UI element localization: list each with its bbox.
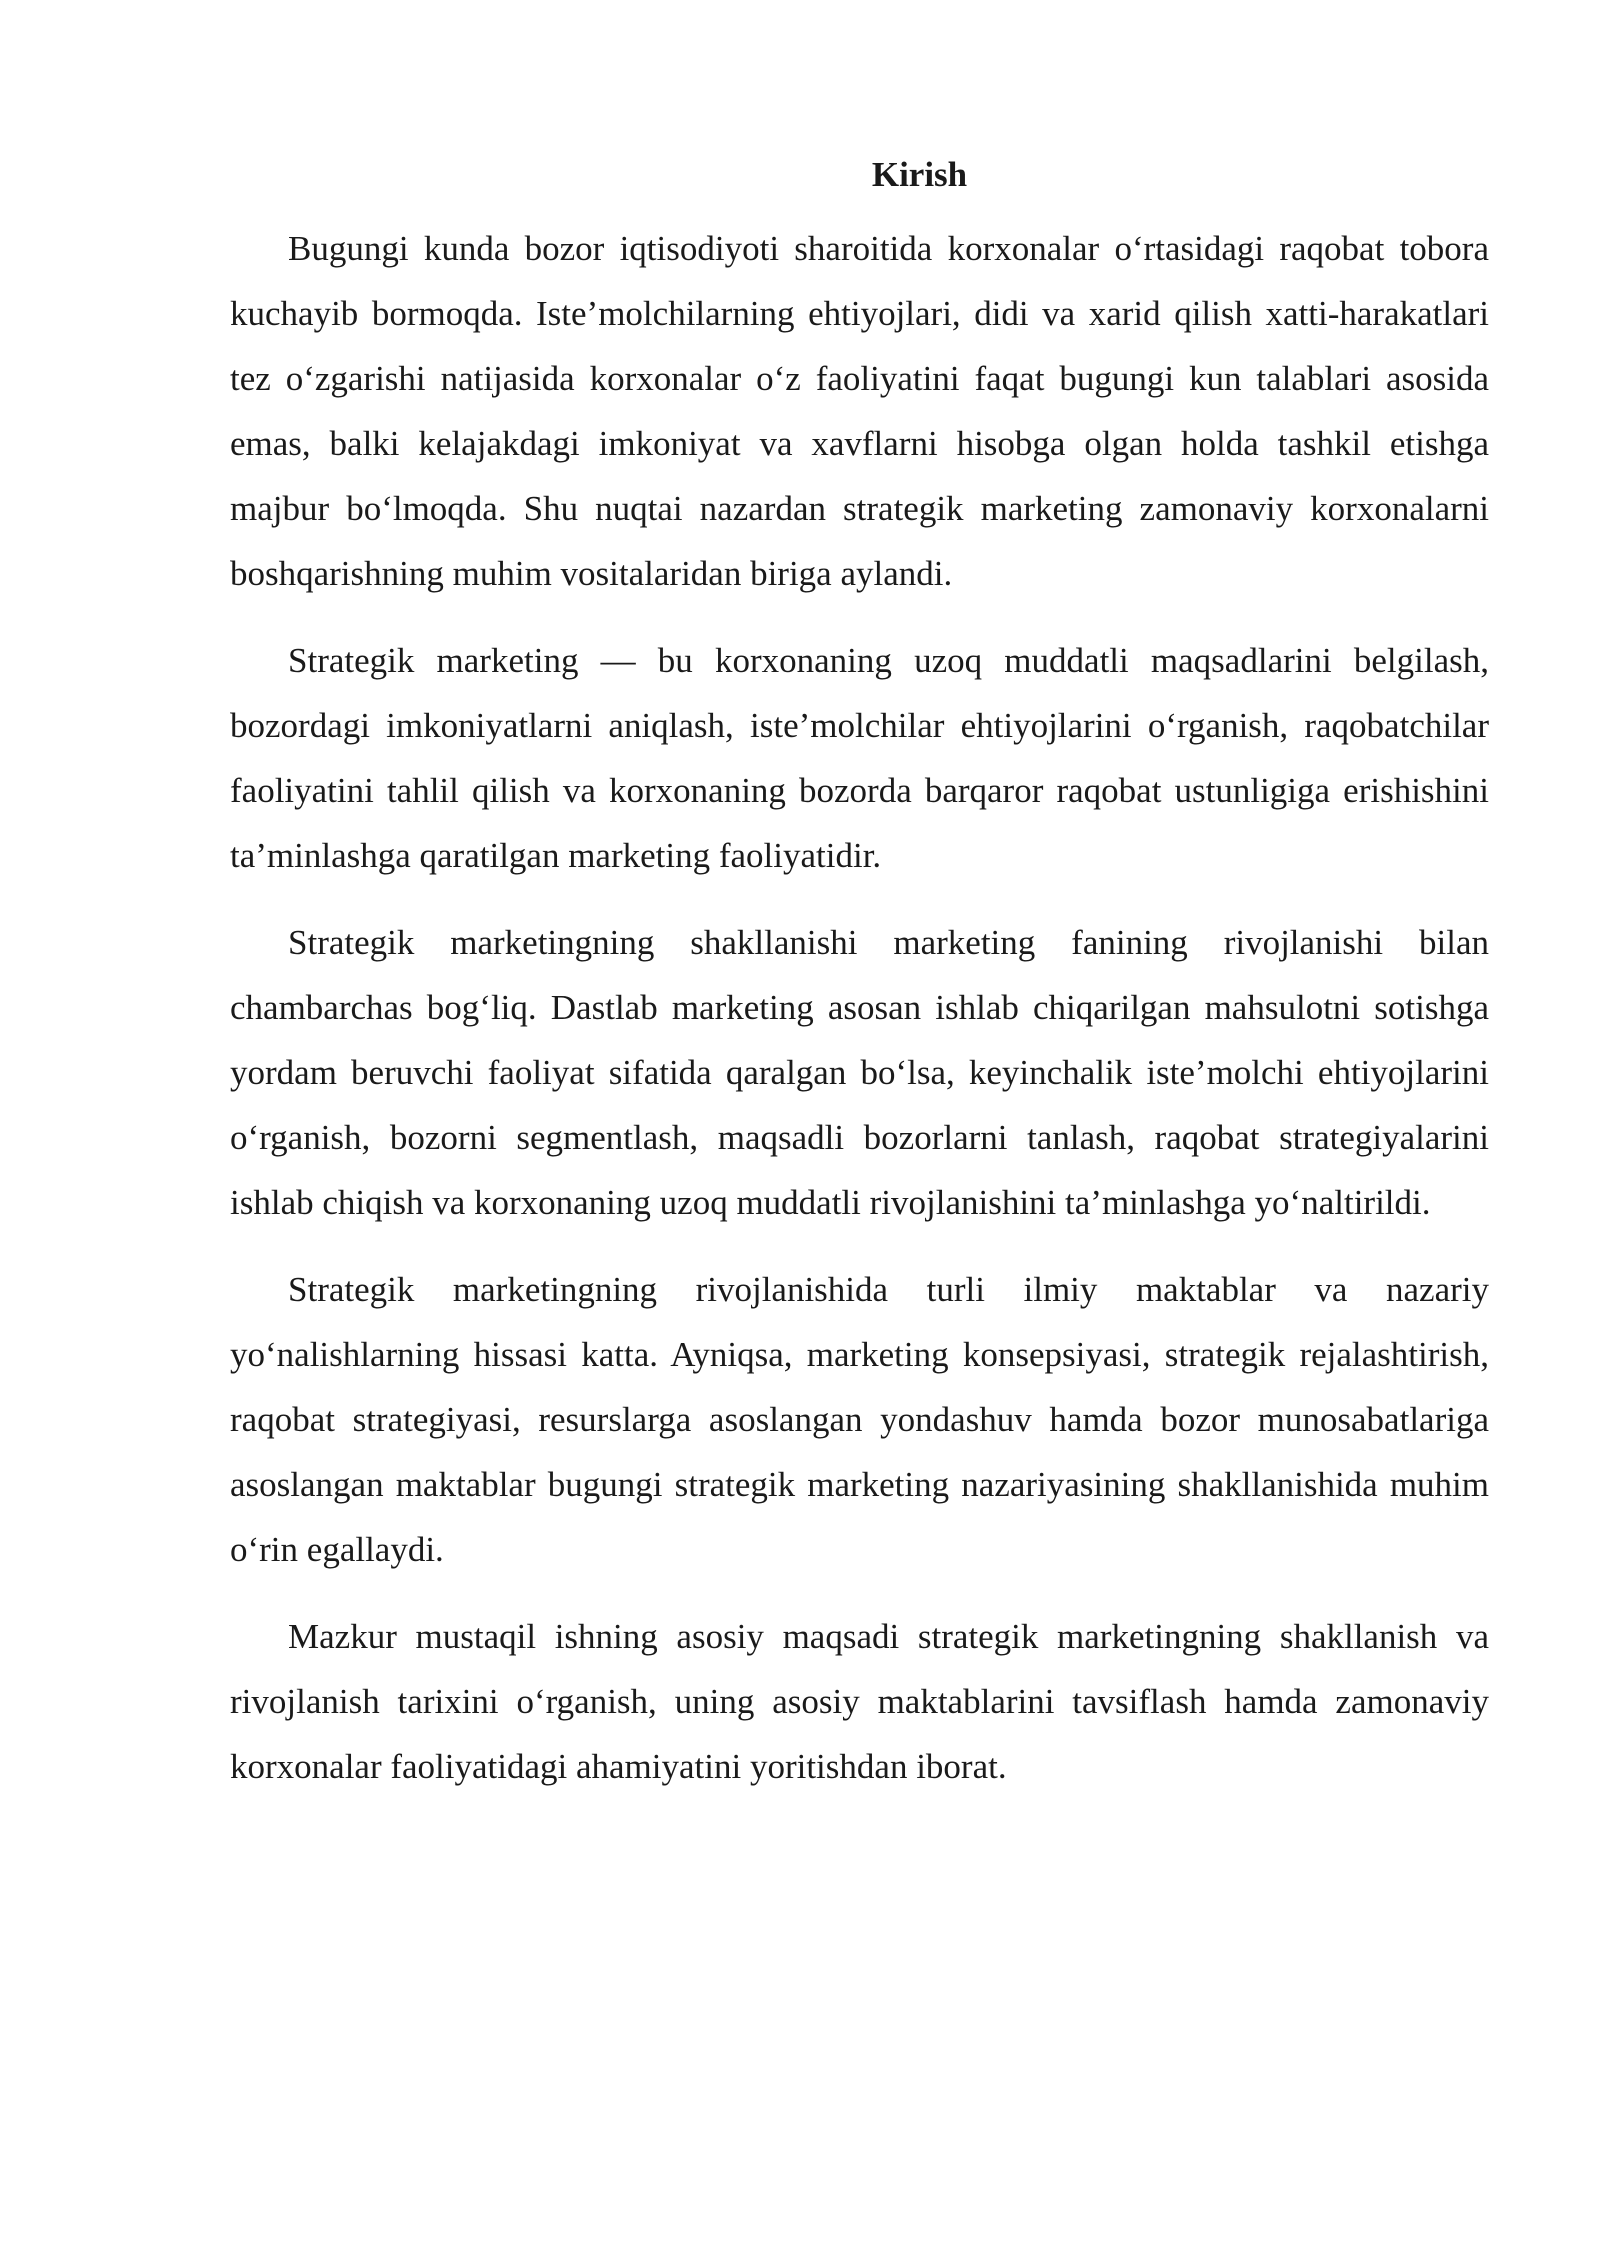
paragraph-5: Mazkur mustaqil ishning asosiy maqsadi strategik marketingning shakllanish va rivojlanish tarixini o‘rganish, uning asosiy maktablarini tavsiflash hamda zamonaviy korxonalar faoliyatidagi ahamiyatini yoritishdan iborat. <box>230 1617 1489 1786</box>
paragraph-2: Strategik marketing — bu korxonaning uzoq muddatli maqsadlarini belgilash, bozordagi imkoniyatlarni aniqlash, iste’molchilar ehtiyojlarini o‘rganish, raqobatchilar faoliyatini tahlil qilish va korxonaning bozorda barqaror raqobat ustunligiga erishishini ta’minlashga qaratilgan marketing faoliyatidir. <box>230 641 1489 875</box>
paragraph-3: Strategik marketingning shakllanishi marketing fanining rivojlanishi bilan chambarchas bog‘liq. Dastlab marketing asosan ishlab chiqarilgan mahsulotni sotishga yordam beruvchi faoliyat sifatida qaralgan bo‘lsa, keyinchalik iste’molchi ehtiyojlarini o‘rganish, bozorni segmentlash, maqsadli bozorlarni tanlash, raqobat strategiyalarini ishlab chiqish va korxonaning uzoq muddatli rivojlanishini ta’minlashga yo‘naltirildi. <box>230 923 1489 1222</box>
page-title: Kirish <box>871 155 968 194</box>
paragraph-1: Bugungi kunda bozor iqtisodiyoti sharoitida korxonalar o‘rtasidagi raqobat tobora kuchayib bormoqda. Iste’molchilarning ehtiyojlari, didi va xarid qilish xatti-harakatlari tez o‘zgarishi natijasida korxonalar o‘z faoliyatini faqat bugungi kun talablari asosida emas, balki kelajakdagi imkoniyat va xavflarni hisobga olgan holda tashkil etishga majbur bo‘lmoqda. Shu nuqtai nazardan strategik marketing zamonaviy korxonalarni boshqarishning muhim vositalaridan biriga aylandi. <box>230 229 1489 593</box>
paragraph-4: Strategik marketingning rivojlanishida turli ilmiy maktablar va nazariy yo‘nalishlarning hissasi katta. Ayniqsa, marketing konsepsiyasi, strategik rejalashtirish, raqobat strategiyasi, resurslarga asoslangan yondashuv hamda bozor munosabatlariga asoslangan maktablar bugungi strategik marketing nazariyasining shakllanishida muhim o‘rin egallaydi. <box>230 1270 1489 1569</box>
document-body <box>230 150 1489 1821</box>
